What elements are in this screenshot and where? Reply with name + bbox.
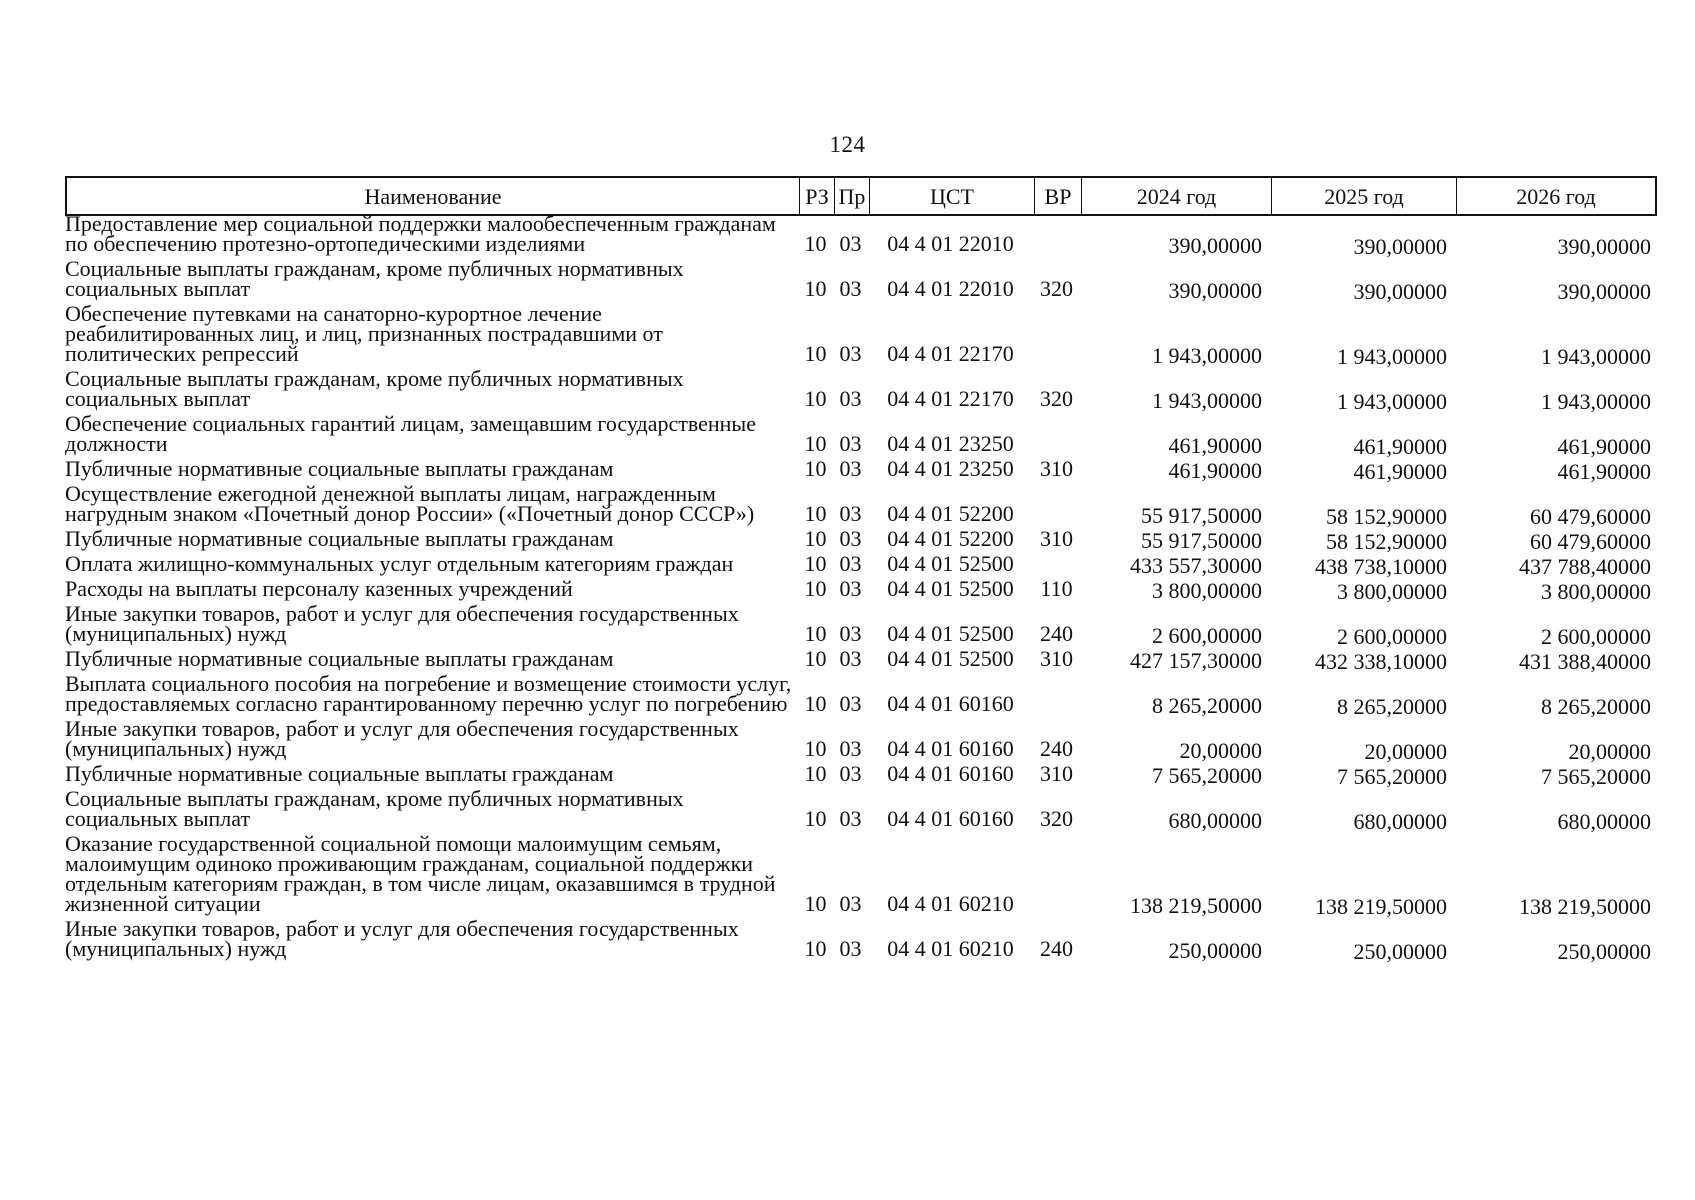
row-pr: 03 [839, 431, 862, 456]
page-number: 124 [829, 132, 866, 157]
row-cst: 04 4 01 60210 [887, 936, 1014, 961]
row-rz: 10 [804, 386, 827, 411]
row-name: Иные закупки товаров, работ и услуг для обеспечения государственных (муниципальных) нужд [65, 601, 739, 646]
row-cst: 04 4 01 23250 [887, 431, 1014, 456]
row-2026: 437 788,40000 [1519, 554, 1651, 579]
table-row [65, 367, 1657, 412]
row-pr: 03 [839, 456, 862, 481]
row-name: Оказание государственной социальной помощи малоимущим семьям, малоимущим одиноко проживающим гражданам, социальной поддержки отдельным категориям граждан, в том числе лицам, оказавшимся в трудной жизненной ситуации [65, 831, 776, 916]
row-vr [1033, 364, 1080, 367]
table-row [65, 602, 1657, 647]
row-2026: 2 600,00000 [1541, 624, 1651, 649]
row-name: Социальные выплаты гражданам, кроме публичных нормативных социальных выплат [65, 256, 684, 301]
header-vr: ВР [1035, 178, 1082, 214]
row-pr: 03 [839, 501, 862, 526]
row-2024: 8 265,20000 [1152, 693, 1262, 718]
row-vr: 240 [1040, 621, 1073, 646]
row-name: Социальные выплаты гражданам, кроме публичных нормативных социальных выплат [65, 786, 684, 831]
row-pr: 03 [839, 936, 862, 961]
row-2024: 2 600,00000 [1152, 623, 1262, 648]
row-rz: 10 [804, 551, 827, 576]
row-pr: 03 [839, 576, 862, 601]
row-pr: 03 [839, 806, 862, 831]
row-rz: 10 [804, 231, 827, 256]
row-rz: 10 [804, 621, 827, 646]
row-2024: 138 219,50000 [1130, 893, 1262, 918]
row-cst: 04 4 01 60160 [887, 691, 1014, 716]
row-2026: 8 265,20000 [1541, 694, 1651, 719]
row-pr: 03 [839, 736, 862, 761]
row-vr: 240 [1040, 736, 1073, 761]
table-row [65, 527, 1657, 552]
table-header [65, 176, 1657, 216]
row-2025: 58 152,90000 [1326, 504, 1447, 529]
table-row [65, 302, 1657, 367]
row-name: Предоставление мер социальной поддержки малообеспеченным гражданам по обеспечению протезно-ортопедическими изделиями [65, 211, 776, 256]
row-pr: 03 [839, 231, 862, 256]
row-vr [1033, 714, 1080, 717]
header-cst: ЦСТ [870, 178, 1035, 214]
row-cst: 04 4 01 60160 [887, 806, 1014, 831]
row-vr [1033, 254, 1080, 257]
row-2025: 680,00000 [1353, 809, 1447, 834]
row-cst: 04 4 01 23250 [887, 456, 1014, 481]
row-2024: 461,90000 [1168, 458, 1262, 483]
row-vr: 310 [1040, 456, 1073, 481]
row-cst: 04 4 01 52200 [887, 501, 1014, 526]
row-name: Обеспечение социальных гарантий лицам, замещавшим государственные должности [65, 411, 756, 456]
row-name: Публичные нормативные социальные выплаты гражданам [65, 526, 614, 551]
row-2025: 390,00000 [1353, 279, 1447, 304]
row-2025: 1 943,00000 [1337, 344, 1447, 369]
row-rz: 10 [804, 936, 827, 961]
row-2026: 390,00000 [1557, 234, 1651, 259]
table-row [65, 672, 1657, 717]
header-pr: Пр [835, 178, 870, 214]
row-rz: 10 [804, 891, 827, 916]
row-2026: 60 479,60000 [1530, 504, 1651, 529]
table-row [65, 762, 1657, 787]
row-cst: 04 4 01 52500 [887, 621, 1014, 646]
row-2025: 432 338,10000 [1315, 649, 1447, 674]
row-cst: 04 4 01 22010 [887, 231, 1014, 256]
row-name: Обеспечение путевками на санаторно-курортное лечение реабилитированных лиц, и лиц, признанных пострадавшими от политических репрессий [65, 301, 663, 366]
table-row [65, 577, 1657, 602]
table-body [65, 212, 1657, 962]
table-row [65, 787, 1657, 832]
row-cst: 04 4 01 22010 [887, 276, 1014, 301]
row-cst: 04 4 01 22170 [887, 341, 1014, 366]
row-vr: 310 [1040, 526, 1073, 551]
row-name: Выплата социального пособия на погребение и возмещение стоимости услуг, предоставляемых согласно гарантированному перечню услуг по погребению [65, 671, 792, 716]
row-2024: 55 917,50000 [1141, 503, 1262, 528]
table-row [65, 717, 1657, 762]
row-rz: 10 [804, 691, 827, 716]
row-name: Иные закупки товаров, работ и услуг для обеспечения государственных (муниципальных) нужд [65, 716, 739, 761]
row-pr: 03 [839, 551, 862, 576]
table-row [65, 212, 1657, 257]
row-name: Публичные нормативные социальные выплаты гражданам [65, 761, 614, 786]
row-2024: 250,00000 [1168, 938, 1262, 963]
row-vr: 310 [1040, 761, 1073, 786]
row-cst: 04 4 01 52500 [887, 576, 1014, 601]
row-vr: 320 [1040, 386, 1073, 411]
row-pr: 03 [839, 761, 862, 786]
row-2025: 138 219,50000 [1315, 894, 1447, 919]
row-rz: 10 [804, 341, 827, 366]
row-cst: 04 4 01 60210 [887, 891, 1014, 916]
table-row [65, 552, 1657, 577]
row-2024: 390,00000 [1168, 233, 1262, 258]
row-2025: 250,00000 [1353, 939, 1447, 964]
row-2025: 58 152,90000 [1326, 529, 1447, 554]
row-2026: 461,90000 [1557, 434, 1651, 459]
row-pr: 03 [839, 341, 862, 366]
table-row [65, 412, 1657, 457]
row-2025: 461,90000 [1353, 434, 1447, 459]
row-pr: 03 [839, 646, 862, 671]
row-vr: 310 [1040, 646, 1073, 671]
row-rz: 10 [804, 736, 827, 761]
row-2025: 20,00000 [1364, 739, 1447, 764]
row-2024: 680,00000 [1168, 808, 1262, 833]
row-2026: 1 943,00000 [1541, 389, 1651, 414]
row-name: Социальные выплаты гражданам, кроме публичных нормативных социальных выплат [65, 366, 684, 411]
row-2024: 427 157,30000 [1130, 648, 1262, 673]
table-row [65, 257, 1657, 302]
row-2025: 7 565,20000 [1337, 764, 1447, 789]
row-pr: 03 [839, 276, 862, 301]
row-cst: 04 4 01 52500 [887, 646, 1014, 671]
row-2025: 1 943,00000 [1337, 389, 1447, 414]
row-2024: 461,90000 [1168, 433, 1262, 458]
table-row [65, 647, 1657, 672]
row-vr: 110 [1040, 576, 1073, 601]
row-rz: 10 [804, 276, 827, 301]
table-row [65, 482, 1657, 527]
row-2024: 1 943,00000 [1152, 343, 1262, 368]
header-name: Наименование [67, 178, 800, 214]
row-vr: 240 [1040, 936, 1073, 961]
row-rz: 10 [804, 501, 827, 526]
row-2024: 433 557,30000 [1130, 553, 1262, 578]
row-vr: 320 [1040, 806, 1073, 831]
row-rz: 10 [804, 526, 827, 551]
row-2026: 60 479,60000 [1530, 529, 1651, 554]
row-pr: 03 [839, 891, 862, 916]
table-row [65, 917, 1657, 962]
row-2024: 20,00000 [1179, 738, 1262, 763]
row-vr: 320 [1040, 276, 1073, 301]
row-name: Расходы на выплаты персоналу казенных учреждений [65, 576, 573, 601]
row-pr: 03 [839, 691, 862, 716]
row-2026: 3 800,00000 [1541, 579, 1651, 604]
row-cst: 04 4 01 60160 [887, 761, 1014, 786]
row-pr: 03 [839, 526, 862, 551]
row-cst: 04 4 01 22170 [887, 386, 1014, 411]
row-cst: 04 4 01 52500 [887, 551, 1014, 576]
row-2026: 7 565,20000 [1541, 764, 1651, 789]
row-2026: 680,00000 [1557, 809, 1651, 834]
row-2024: 55 917,50000 [1141, 528, 1262, 553]
row-2025: 438 738,10000 [1315, 554, 1447, 579]
row-2024: 1 943,00000 [1152, 388, 1262, 413]
row-pr: 03 [839, 621, 862, 646]
row-2026: 1 943,00000 [1541, 344, 1651, 369]
row-name: Публичные нормативные социальные выплаты гражданам [65, 456, 614, 481]
row-name: Осуществление ежегодной денежной выплаты лицам, награжденным нагрудным знаком «Почетный донор России» («Почетный донор СССР») [65, 481, 755, 526]
header-2024: 2024 год [1082, 178, 1272, 214]
row-2024: 390,00000 [1168, 278, 1262, 303]
header-2025: 2025 год [1272, 178, 1457, 214]
row-2026: 461,90000 [1557, 459, 1651, 484]
row-rz: 10 [804, 646, 827, 671]
row-vr [1033, 914, 1080, 917]
row-rz: 10 [804, 576, 827, 601]
row-rz: 10 [804, 761, 827, 786]
row-2026: 138 219,50000 [1519, 894, 1651, 919]
row-2025: 390,00000 [1353, 234, 1447, 259]
row-rz: 10 [804, 806, 827, 831]
table-row [65, 832, 1657, 917]
row-pr: 03 [839, 386, 862, 411]
row-2026: 390,00000 [1557, 279, 1651, 304]
row-2026: 250,00000 [1557, 939, 1651, 964]
row-2024: 3 800,00000 [1152, 578, 1262, 603]
row-2024: 7 565,20000 [1152, 763, 1262, 788]
row-name: Публичные нормативные социальные выплаты гражданам [65, 646, 614, 671]
row-rz: 10 [804, 456, 827, 481]
header-rz: РЗ [800, 178, 835, 214]
row-2025: 8 265,20000 [1337, 694, 1447, 719]
row-2026: 431 388,40000 [1519, 649, 1651, 674]
row-name: Оплата жилищно-коммунальных услуг отдельным категориям граждан [65, 551, 734, 576]
row-cst: 04 4 01 60160 [887, 736, 1014, 761]
row-2025: 3 800,00000 [1337, 579, 1447, 604]
row-name: Иные закупки товаров, работ и услуг для обеспечения государственных (муниципальных) нужд [65, 916, 739, 961]
header-2026: 2026 год [1516, 184, 1596, 209]
row-2025: 461,90000 [1353, 459, 1447, 484]
row-rz: 10 [804, 431, 827, 456]
row-cst: 04 4 01 52200 [887, 526, 1014, 551]
table-row [65, 457, 1657, 482]
row-2025: 2 600,00000 [1337, 624, 1447, 649]
row-2026: 20,00000 [1568, 739, 1651, 764]
